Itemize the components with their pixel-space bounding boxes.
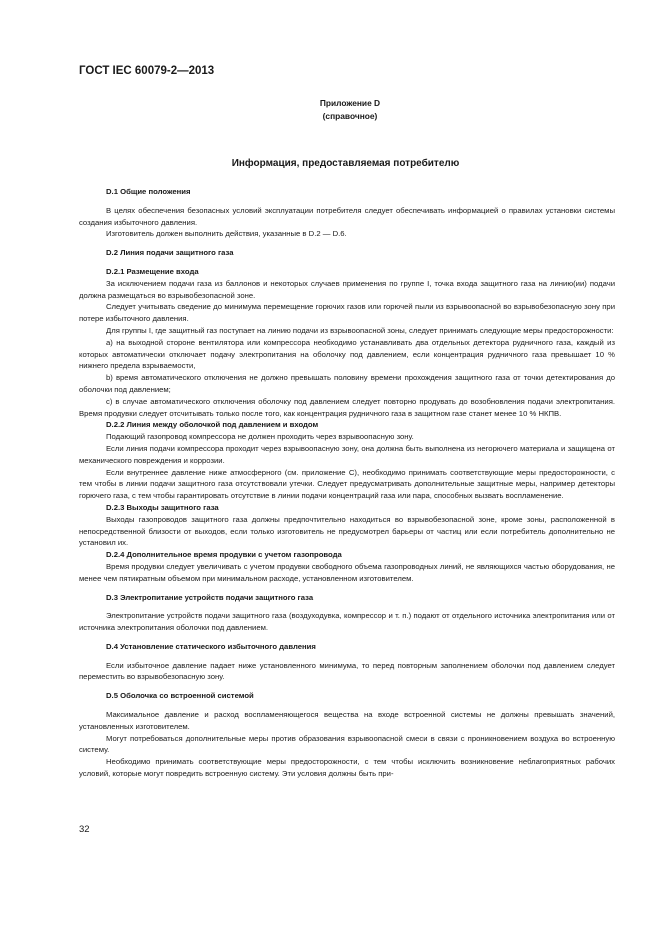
list-item: b) время автоматического отключения не должно превышать половину времени прохождения защитного газа от точки детектирования до оболочки под давлением; — [79, 373, 615, 394]
list-item: a) на выходной стороне вентилятора или компрессора необходимо устанавливать два отдельных детектора рудничного газа, каждый из которых автоматически отключает подачу электропитания на оболочку под давлением, если концентрация рудничного газа превышает 10 % нижнего предела взрываемости, — [79, 337, 615, 371]
paragraph: В целях обеспечения безопасных условий эксплуатации потребителя следует обеспечивать информацией о правилах установки системы создания избыточного давления. — [79, 205, 615, 227]
appendix-label: Приложение D — [319, 98, 381, 108]
paragraph: Для группы I, где защитный газ поступает на линию подачи из взрывоопасной зоны, следует принимать следующие меры предосторожности: — [106, 325, 614, 335]
paragraph: Если избыточное давление падает ниже установленного минимума, то перед повторным заполнением оболочки под давлением следует переместить во взрывобезопасную зону. — [79, 660, 615, 682]
paragraph: Если внутреннее давление ниже атмосферного (см. приложение C), необходимо принимать соответствующие меры предосторожности, с тем чтобы в линии подачи защитного газа отсутствовали утечки. Следует предусматривать дополнительные защитные меры, например детекторы горючего газа, с тем чтобы гарантировать отсутствие в линии подачи концентраций газа или пара, способных вызвать воспламенение. — [79, 467, 615, 501]
subsection-heading-d23: D.2.3 Выходы защитного газа — [106, 502, 219, 512]
section-heading-d2: D.2 Линия подачи защитного газа — [106, 248, 234, 258]
appendix-type: (справочное) — [322, 111, 378, 121]
paragraph: Подающий газопровод компрессора не должен проходить через взрывоопасную зону. — [106, 432, 414, 442]
paragraph: Электропитание устройств подачи защитного газа (воздуходувка, компрессор и т. п.) подают от отдельного источника электропитания или от источника электропитания оболочки под давлением. — [79, 611, 615, 633]
section-heading-d4: D.4 Установление статического избыточного давления — [106, 641, 316, 651]
paragraph: Необходимо принимать соответствующие меры предосторожности, с тем чтобы исключить возникновение неблагоприятных рабочих условий, которые могут повредить встроенную систему. Эти условия должны быть при- — [79, 757, 615, 779]
subsection-heading-d24: D.2.4 Дополнительное время продувки с учетом газопровода — [106, 550, 342, 560]
page-number: 32 — [79, 824, 90, 835]
paragraph: За исключением подачи газа из баллонов и некоторых случаев применения по группе I, точка входа защитного газа на линию(ии) подачи должна размещаться во взрывобезопасной зоне. — [79, 278, 615, 300]
appendix-block — [305, 97, 395, 123]
section-heading-d3: D.3 Электропитание устройств подачи защитного газа — [106, 592, 314, 602]
subsection-heading-d22: D.2.2 Линия между оболочкой под давлением и входом — [106, 420, 319, 430]
paragraph: Выходы газопроводов защитного газа должны предпочтительно находиться во взрывобезопасной зоне, кроме зоны, расположенной в непосредственной близости от выходов, если только изготовитель не предусмотрел барьеры от частиц или если потребитель дополнительно не установил их. — [79, 514, 615, 548]
document-body — [79, 186, 615, 780]
paragraph: Время продувки следует увеличивать с учетом продувки свободного объема газопроводных линий, не являющихся частью оборудования, не менее чем пятикратным объемом при минимальном расходе, установленном изготовителем. — [79, 561, 615, 583]
list-item: c) в случае автоматического отключения оболочку под давлением следует повторно продувать до возобновления подачи электропитания. Время продувки следует отсчитывать только после того, как концентрация рудничного газа в защитном газе станет менее 10 % НКПВ. — [79, 396, 615, 418]
section-heading-d1: D.1 Общие положения — [106, 187, 191, 196]
paragraph: Могут потребоваться дополнительные меры против образования взрывоопасной смеси в связи с проникновением воздуха во встроенную систему. — [79, 733, 615, 755]
appendix-title: Информация, предоставляемая потребителю — [231, 158, 460, 169]
paragraph: Следует учитывать сведение до минимума перемещение горючих газов или горючей пыли из взрывоопасной во взрывобезопасную зону при потере избыточного давления. — [79, 302, 615, 324]
paragraph: Если линия подачи компрессора проходит через взрывоопасную зону, она должна быть выполнена из негорючего материала и защищена от механического повреждения и коррозии. — [79, 443, 615, 465]
paragraph: Максимальное давление и расход воспламеняющегося вещества на входе встроенной системы не должны превышать значений, установленных изготовителем. — [79, 710, 615, 731]
paragraph: Изготовитель должен выполнить действия, указанные в D.2 — D.6. — [106, 229, 347, 239]
section-heading-d5: D.5 Оболочка со встроенной системой — [106, 691, 254, 701]
standard-header: ГОСТ IEC 60079-2—2013 — [79, 65, 215, 77]
subsection-heading-d21: D.2.1 Размещение входа — [106, 266, 199, 276]
